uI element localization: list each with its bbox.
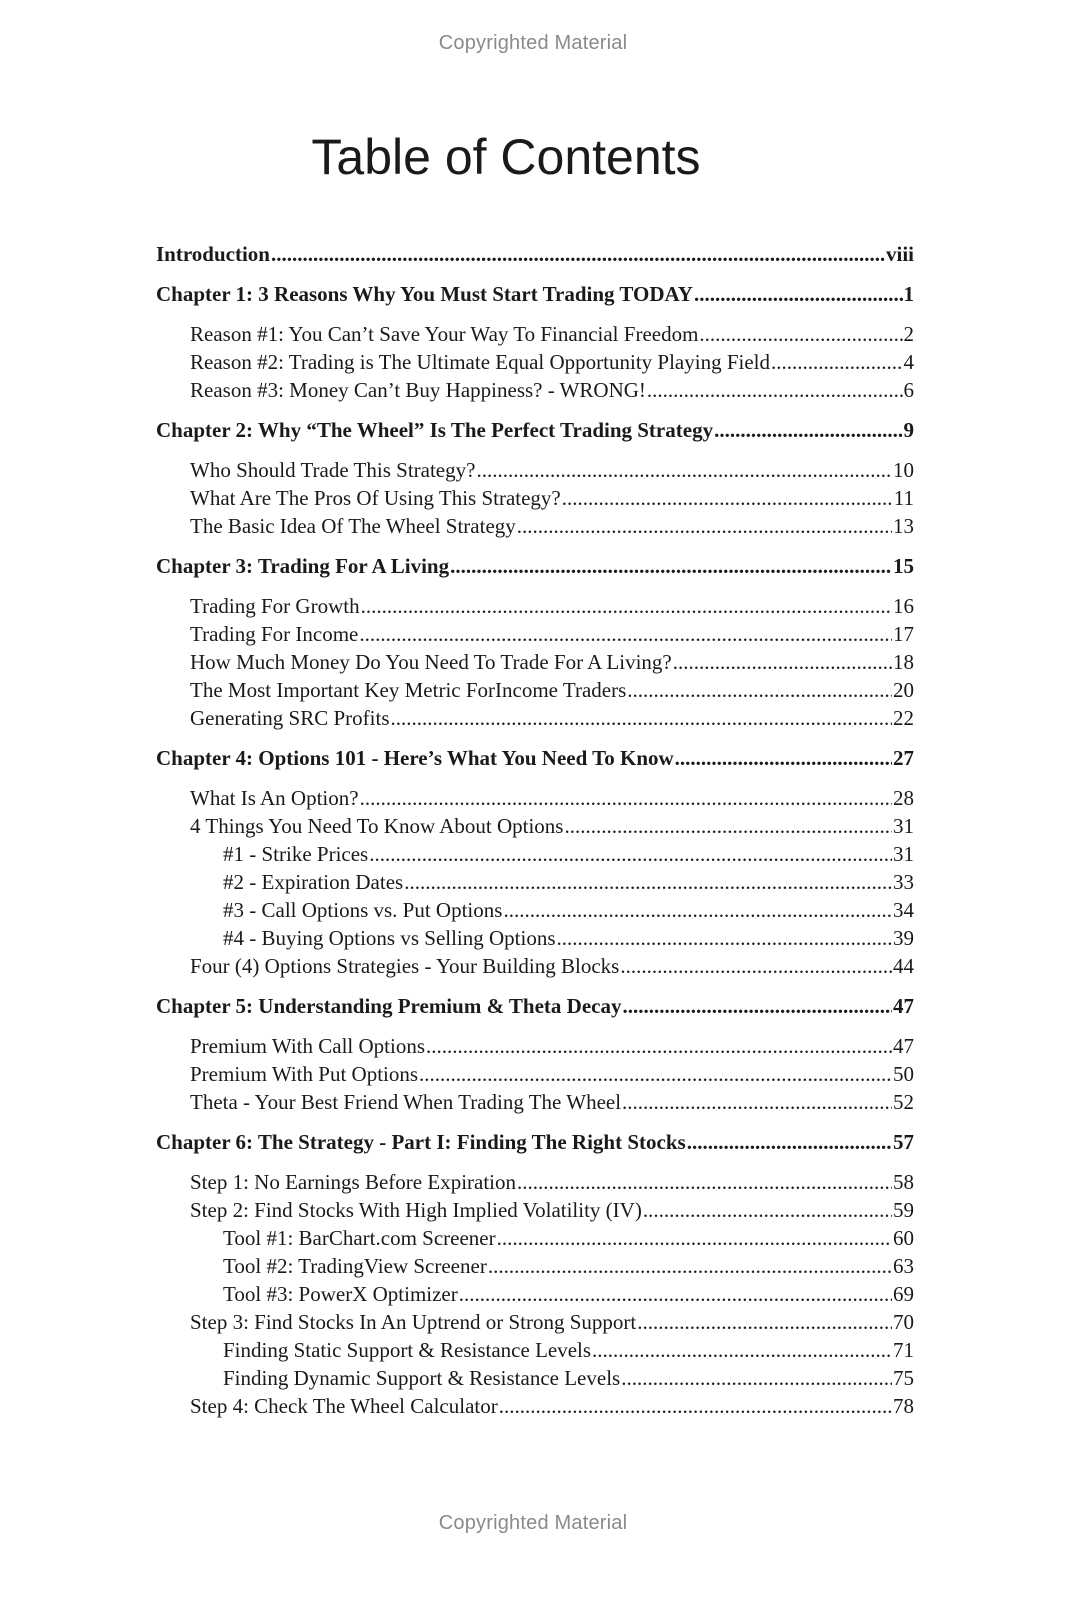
toc-entry-page: viii xyxy=(885,242,914,266)
dot-leader xyxy=(643,1196,892,1224)
toc-entry-label: Chapter 6: The Strategy - Part I: Finding The Right Stocks xyxy=(156,1130,686,1154)
toc-entry-section[interactable] xyxy=(156,1392,914,1420)
toc-entry-subsection[interactable] xyxy=(156,840,914,868)
dot-leader xyxy=(562,484,893,512)
toc-entry-page: 47 xyxy=(893,994,914,1018)
toc-entry-page: 28 xyxy=(893,786,914,810)
toc-entry-page: 6 xyxy=(903,378,914,402)
toc-entry-chapter-3[interactable] xyxy=(156,552,914,580)
dot-leader xyxy=(359,620,892,648)
toc-entry-label: Generating SRC Profits xyxy=(190,706,390,730)
toc-entry-subsection[interactable] xyxy=(156,868,914,896)
toc-entry-section[interactable] xyxy=(156,676,914,704)
toc-entry-page: 22 xyxy=(893,706,914,730)
dot-leader xyxy=(459,1280,892,1308)
toc-entry-section[interactable] xyxy=(156,376,914,404)
chapter-3-sections xyxy=(156,592,914,732)
toc-entry-section[interactable] xyxy=(156,812,914,840)
toc-entry-page: 69 xyxy=(893,1282,914,1306)
toc-entry-label: Chapter 5: Understanding Premium & Theta Decay xyxy=(156,994,622,1018)
toc-entry-page: 71 xyxy=(893,1338,914,1362)
toc-entry-label: Step 1: No Earnings Before Expiration xyxy=(190,1170,517,1194)
toc-entry-label: Four (4) Options Strategies - Your Building Blocks xyxy=(190,954,620,978)
dot-leader xyxy=(361,592,892,620)
toc-entry-label: Chapter 3: Trading For A Living xyxy=(156,554,450,578)
dot-leader xyxy=(391,704,893,732)
toc-entry-page: 63 xyxy=(893,1254,914,1278)
dot-leader xyxy=(647,376,903,404)
page-title: Table of Contents xyxy=(311,129,701,185)
dot-leader xyxy=(564,812,892,840)
toc-entry-page: 9 xyxy=(903,418,914,442)
toc-entry-label: Chapter 4: Options 101 - Here’s What You Need To Know xyxy=(156,746,674,770)
toc-entry-section[interactable] xyxy=(156,1088,914,1116)
toc-entry-page: 2 xyxy=(903,322,914,346)
toc-entry-chapter-6[interactable] xyxy=(156,1128,914,1156)
toc-entry-label: #4 - Buying Options vs Selling Options xyxy=(223,926,556,950)
toc-entry-subsection[interactable] xyxy=(156,1252,914,1280)
toc-entry-label: Premium With Call Options xyxy=(190,1034,426,1058)
dot-leader xyxy=(699,320,902,348)
toc-entry-page: 47 xyxy=(893,1034,914,1058)
toc-entry-page: 39 xyxy=(893,926,914,950)
dot-leader xyxy=(450,552,892,580)
dot-leader xyxy=(637,1308,892,1336)
dot-leader xyxy=(503,896,892,924)
toc-entry-chapter-5[interactable] xyxy=(156,992,914,1020)
toc-entry-chapter-4[interactable] xyxy=(156,744,914,772)
toc-entry-page: 31 xyxy=(893,842,914,866)
dot-leader xyxy=(271,240,885,268)
toc-entry-section[interactable] xyxy=(156,952,914,980)
toc-entry-label: Reason #1: You Can’t Save Your Way To Financial Freedom xyxy=(190,322,699,346)
dot-leader xyxy=(620,952,892,980)
toc-entry-section[interactable] xyxy=(156,784,914,812)
dot-leader xyxy=(360,784,892,812)
toc-entry-section[interactable] xyxy=(156,620,914,648)
toc-entry-page: 75 xyxy=(893,1366,914,1390)
toc-entry-page: 57 xyxy=(893,1130,914,1154)
toc-entry-page: 44 xyxy=(893,954,914,978)
toc-entry-page: 33 xyxy=(893,870,914,894)
toc-entry-page: 11 xyxy=(893,486,914,510)
toc-entry-label: Step 2: Find Stocks With High Implied Volatility (IV) xyxy=(190,1198,642,1222)
toc-entry-subsection[interactable] xyxy=(156,1224,914,1252)
dot-leader xyxy=(621,1364,892,1392)
toc-entry-label: Trading For Income xyxy=(190,622,359,646)
dot-leader xyxy=(687,1128,892,1156)
toc-entry-page: 52 xyxy=(893,1090,914,1114)
toc-entry-label: Introduction xyxy=(156,242,270,266)
dot-leader xyxy=(369,840,892,868)
toc-entry-label: Tool #1: BarChart.com Screener xyxy=(223,1226,496,1250)
toc-entry-label: Chapter 1: 3 Reasons Why You Must Start Trading TODAY xyxy=(156,282,693,306)
toc-entry-page: 10 xyxy=(893,458,914,482)
toc-entry-section[interactable] xyxy=(156,348,914,376)
toc-entry-page: 1 xyxy=(903,282,914,306)
toc-entry-page: 18 xyxy=(893,650,914,674)
toc-entry-label: What Are The Pros Of Using This Strategy? xyxy=(190,486,561,510)
toc-entry-subsection[interactable] xyxy=(156,896,914,924)
dot-leader xyxy=(675,744,892,772)
toc-entry-chapter-2[interactable] xyxy=(156,416,914,444)
toc-entry-label: Who Should Trade This Strategy? xyxy=(190,458,476,482)
toc-entry-label: #2 - Expiration Dates xyxy=(223,870,404,894)
toc-entry-section[interactable] xyxy=(156,648,914,676)
toc-entry-section[interactable] xyxy=(156,1032,914,1060)
toc-entry-introduction[interactable] xyxy=(156,240,914,268)
toc-entry-page: 58 xyxy=(893,1170,914,1194)
dot-leader xyxy=(673,648,892,676)
toc-entry-page: 16 xyxy=(893,594,914,618)
toc-entry-page: 13 xyxy=(893,514,914,538)
chapter-5-sections xyxy=(156,1032,914,1116)
dot-leader xyxy=(426,1032,892,1060)
toc-entry-label: Step 4: Check The Wheel Calculator xyxy=(190,1394,498,1418)
dot-leader xyxy=(419,1060,892,1088)
toc-entry-section[interactable] xyxy=(156,456,914,484)
chapter-1-sections xyxy=(156,320,914,404)
dot-leader xyxy=(623,992,893,1020)
toc-entry-section[interactable] xyxy=(156,1196,914,1224)
copyright-watermark-bottom: Copyrighted Material xyxy=(438,1512,628,1534)
dot-leader xyxy=(497,1224,892,1252)
toc-entry-section[interactable] xyxy=(156,512,914,540)
dot-leader xyxy=(592,1336,892,1364)
toc-entry-label: How Much Money Do You Need To Trade For A Living? xyxy=(190,650,672,674)
toc-entry-chapter-1[interactable] xyxy=(156,280,914,308)
toc-entry-label: #3 - Call Options vs. Put Options xyxy=(223,898,503,922)
dot-leader xyxy=(499,1392,892,1420)
toc-entry-label: Chapter 2: Why “The Wheel” Is The Perfect Trading Strategy xyxy=(156,418,714,442)
toc-entry-label: Tool #2: TradingView Screener xyxy=(223,1254,487,1278)
toc-entry-page: 27 xyxy=(893,746,914,770)
toc-entry-label: #1 - Strike Prices xyxy=(223,842,369,866)
dot-leader xyxy=(476,456,892,484)
toc-entry-subsection[interactable] xyxy=(156,1280,914,1308)
toc-entry-label: Reason #2: Trading is The Ultimate Equal Opportunity Playing Field xyxy=(190,350,771,374)
toc-entry-label: The Basic Idea Of The Wheel Strategy xyxy=(190,514,516,538)
toc-entry-label: What Is An Option? xyxy=(190,786,359,810)
dot-leader xyxy=(714,416,902,444)
dot-leader xyxy=(771,348,902,376)
dot-leader xyxy=(694,280,903,308)
toc-entry-page: 34 xyxy=(893,898,914,922)
chapter-4-sections xyxy=(156,784,914,980)
dot-leader xyxy=(517,1168,892,1196)
toc-entry-page: 20 xyxy=(893,678,914,702)
toc-entry-page: 70 xyxy=(893,1310,914,1334)
dot-leader xyxy=(622,1088,892,1116)
chapter-2-sections xyxy=(156,456,914,540)
dot-leader xyxy=(557,924,892,952)
toc-entry-section[interactable] xyxy=(156,1308,914,1336)
chapter-6-sections xyxy=(156,1168,914,1420)
toc-entry-label: Step 3: Find Stocks In An Uptrend or Strong Support xyxy=(190,1310,637,1334)
toc-entry-label: The Most Important Key Metric ForIncome Traders xyxy=(190,678,627,702)
toc-entry-page: 50 xyxy=(893,1062,914,1086)
toc-entry-section[interactable] xyxy=(156,1168,914,1196)
toc-entry-label: Premium With Put Options xyxy=(190,1062,419,1086)
toc-entry-label: Theta - Your Best Friend When Trading The Wheel xyxy=(190,1090,622,1114)
toc-entry-subsection[interactable] xyxy=(156,1336,914,1364)
toc-entry-subsection[interactable] xyxy=(156,1364,914,1392)
table-of-contents xyxy=(156,240,914,1432)
toc-entry-page: 31 xyxy=(893,814,914,838)
toc-entry-page: 60 xyxy=(893,1226,914,1250)
toc-entry-page: 4 xyxy=(903,350,914,374)
dot-leader xyxy=(627,676,892,704)
toc-entry-section[interactable] xyxy=(156,484,914,512)
toc-entry-label: Finding Dynamic Support & Resistance Levels xyxy=(223,1366,621,1390)
toc-entry-label: Tool #3: PowerX Optimizer xyxy=(223,1282,458,1306)
toc-entry-label: Finding Static Support & Resistance Levels xyxy=(223,1338,592,1362)
dot-leader xyxy=(517,512,892,540)
toc-entry-label: Trading For Growth xyxy=(190,594,360,618)
toc-entry-page: 17 xyxy=(893,622,914,646)
copyright-watermark-top: Copyrighted Material xyxy=(438,32,628,54)
toc-entry-section[interactable] xyxy=(156,704,914,732)
toc-entry-label: 4 Things You Need To Know About Options xyxy=(190,814,564,838)
toc-entry-page: 59 xyxy=(893,1198,914,1222)
toc-entry-label: Reason #3: Money Can’t Buy Happiness? - WRONG! xyxy=(190,378,646,402)
toc-entry-page: 15 xyxy=(893,554,914,578)
toc-entry-section[interactable] xyxy=(156,1060,914,1088)
dot-leader xyxy=(488,1252,892,1280)
toc-entry-subsection[interactable] xyxy=(156,924,914,952)
dot-leader xyxy=(404,868,892,896)
toc-entry-section[interactable] xyxy=(156,320,914,348)
toc-entry-section[interactable] xyxy=(156,592,914,620)
toc-entry-page: 78 xyxy=(893,1394,914,1418)
